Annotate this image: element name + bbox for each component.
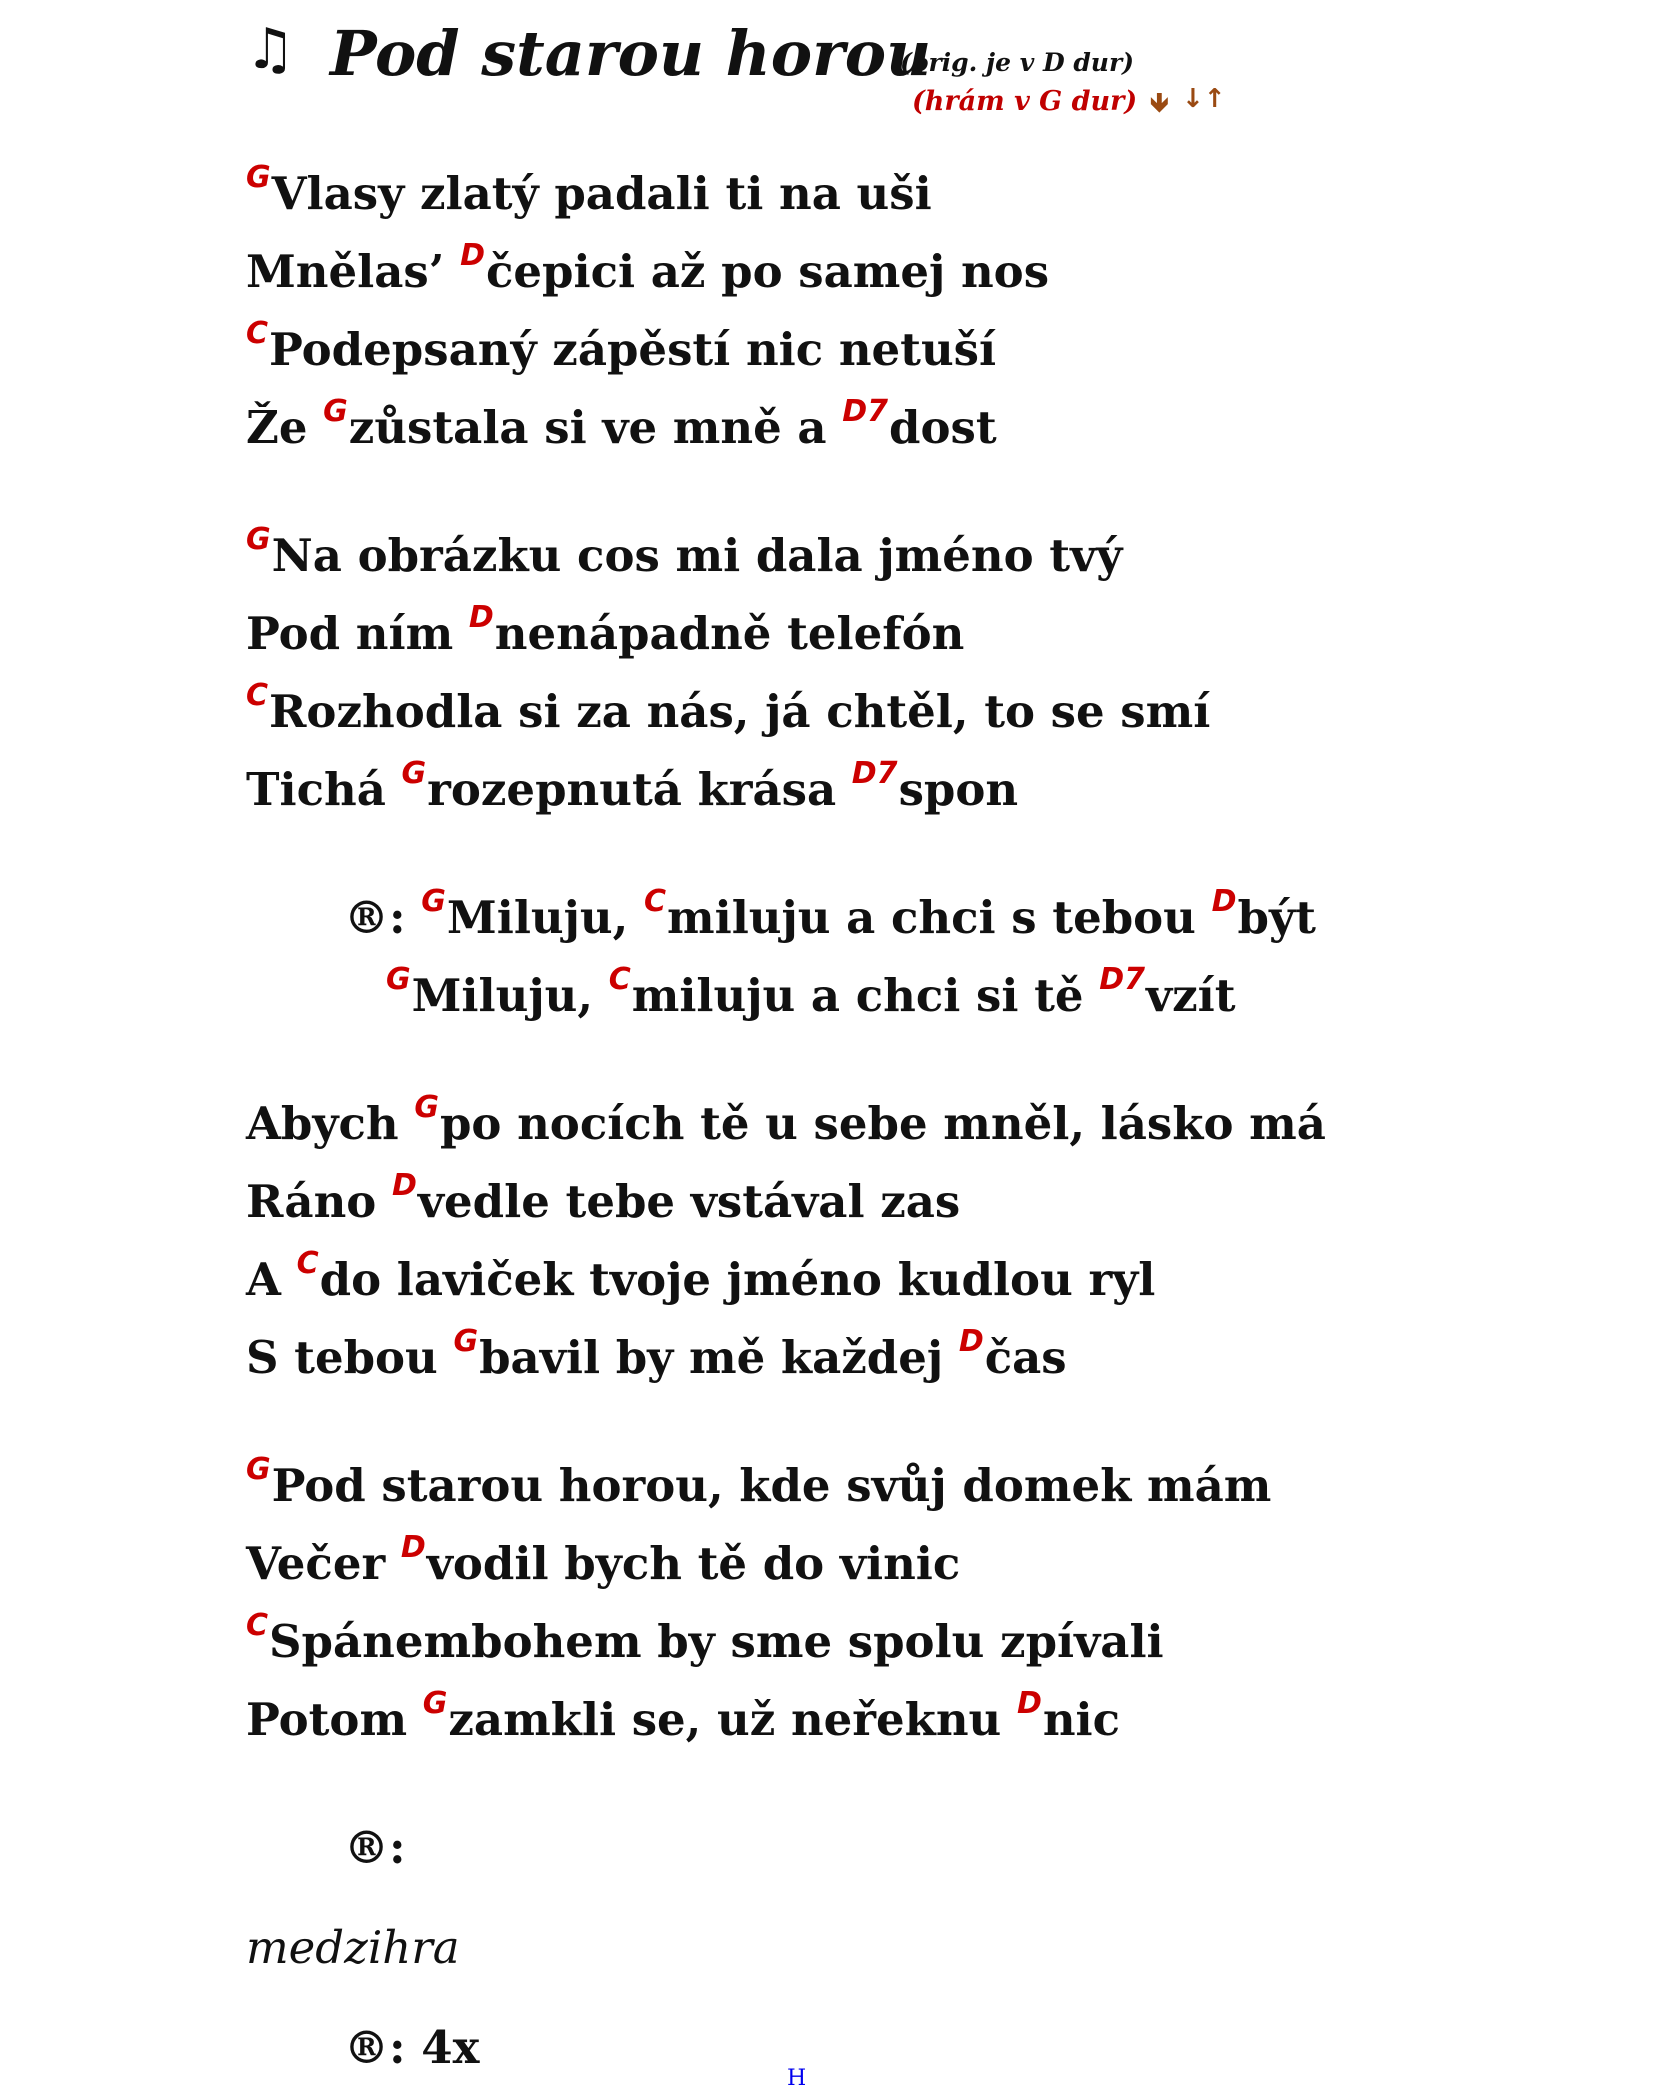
transpose-toggle-icon[interactable]: ↓↑ bbox=[1182, 84, 1226, 114]
lyric-text: Potom bbox=[246, 1693, 423, 1746]
lyric-text: zůstala si ve mně a bbox=[348, 401, 843, 454]
lyric-text: Večer bbox=[246, 1537, 401, 1590]
lyric-text: S tebou bbox=[246, 1331, 454, 1384]
lyric-text: A bbox=[246, 1253, 297, 1306]
final-refrain: ®: 4x bbox=[344, 2021, 480, 2074]
song-title: Pod starou horou bbox=[330, 17, 932, 90]
lyric-text: vodil bych tě do vinic bbox=[426, 1537, 961, 1590]
lyric-text: Pod starou horou, kde svůj domek mám bbox=[271, 1459, 1272, 1512]
lyrics-body bbox=[246, 155, 1496, 2087]
chord-symbol: G bbox=[453, 1324, 479, 1359]
lyric-text: do laviček tvoje jméno kudlou ryl bbox=[319, 1253, 1156, 1306]
played-key: (hrám v G dur) bbox=[912, 86, 1138, 117]
lyric-line bbox=[246, 389, 1496, 467]
chord-symbol: G bbox=[323, 394, 348, 429]
lyric-text: ®: bbox=[344, 1821, 406, 1874]
chord-symbol: D bbox=[958, 1324, 984, 1359]
page-link[interactable]: H bbox=[787, 2066, 807, 2091]
lyric-text: spon bbox=[898, 763, 1019, 816]
chord-symbol: C bbox=[643, 884, 666, 919]
chord-symbol: G bbox=[246, 522, 271, 557]
lyric-line bbox=[246, 595, 1496, 673]
chord-symbol: D bbox=[468, 600, 494, 635]
lyric-line bbox=[246, 1319, 1496, 1397]
lyric-text: Rozhodla si za nás, já chtěl, to se smí bbox=[269, 685, 1211, 738]
lyric-text: Abych bbox=[246, 1097, 415, 1150]
lyric-text: Pod ním bbox=[246, 607, 469, 660]
lyric-line bbox=[246, 1163, 1496, 1241]
lyric-text: Na obrázku cos mi dala jméno tvý bbox=[271, 529, 1123, 582]
chord-symbol: D bbox=[1016, 1686, 1042, 1721]
lyric-text: Mnělas’ bbox=[246, 245, 461, 298]
music-note-icon: ♫ bbox=[245, 17, 296, 82]
lyric-text: miluju a chci s tebou bbox=[667, 891, 1212, 944]
lyric-text: čas bbox=[984, 1331, 1067, 1384]
lyric-text: čepici až po samej nos bbox=[486, 245, 1050, 298]
chord-symbol: G bbox=[422, 1686, 448, 1721]
lyric-text: Vlasy zlatý padali ti na uši bbox=[271, 167, 932, 220]
lyric-line bbox=[246, 1447, 1496, 1525]
lyric-line bbox=[246, 751, 1496, 829]
chord-symbol: D bbox=[460, 238, 485, 273]
lyric-line bbox=[246, 1085, 1496, 1163]
chord-symbol: D7 bbox=[1099, 962, 1145, 997]
lyric-text: po nocích tě u sebe mněl, lásko má bbox=[439, 1097, 1326, 1150]
lyric-line bbox=[246, 1603, 1496, 1681]
chord-symbol: C bbox=[296, 1246, 319, 1281]
lyric-text: Miluju, bbox=[446, 891, 644, 944]
chord-symbol: C bbox=[246, 678, 269, 713]
lyric-line bbox=[246, 233, 1496, 311]
lyric-line bbox=[246, 1241, 1496, 1319]
chord-symbol: G bbox=[386, 962, 411, 997]
lyric-text: Tichá bbox=[246, 763, 402, 816]
chord-symbol: D7 bbox=[842, 394, 889, 429]
lyric-line bbox=[246, 1525, 1496, 1603]
lyric-text: Ráno bbox=[246, 1175, 392, 1228]
lyric-text: dost bbox=[889, 401, 997, 454]
chord-symbol: D bbox=[1211, 884, 1237, 919]
chord-symbol: D bbox=[392, 1168, 417, 1203]
chord-symbol: G bbox=[414, 1090, 439, 1125]
lyric-line bbox=[246, 311, 1496, 389]
lyric-line bbox=[246, 155, 1496, 233]
lyric-text: Podepsaný zápěstí nic netuší bbox=[269, 323, 997, 376]
interlude-label: medzihra bbox=[246, 1921, 460, 1974]
lyric-text: miluju a chci si tě bbox=[631, 969, 1100, 1022]
lyric-line bbox=[246, 1681, 1496, 1759]
lyric-text: vzít bbox=[1145, 969, 1236, 1022]
lyric-line bbox=[246, 673, 1496, 751]
lyric-text: ®: bbox=[344, 891, 422, 944]
lyric-text: nic bbox=[1042, 1693, 1121, 1746]
lyric-text: rozepnutá krása bbox=[427, 763, 852, 816]
chord-symbol: C bbox=[246, 1608, 269, 1643]
lyric-text: Miluju, bbox=[411, 969, 609, 1022]
chord-symbol: D bbox=[400, 1530, 426, 1565]
song-header bbox=[245, 18, 1345, 128]
lyric-text: Že bbox=[246, 401, 324, 454]
chord-symbol: G bbox=[421, 884, 446, 919]
lyric-text: nenápadně telefón bbox=[494, 607, 965, 660]
chord-symbol: G bbox=[401, 756, 427, 791]
lyric-text: Spánembohem by sme spolu zpívali bbox=[269, 1615, 1164, 1668]
lyric-text: být bbox=[1237, 891, 1316, 944]
lyric-line bbox=[246, 879, 1496, 957]
chord-symbol: C bbox=[246, 316, 269, 351]
chord-symbol: G bbox=[246, 160, 271, 195]
chord-symbol: D7 bbox=[851, 756, 898, 791]
lyric-line bbox=[246, 517, 1496, 595]
chord-symbol: C bbox=[608, 962, 631, 997]
lyric-line bbox=[246, 957, 1496, 1035]
lyric-text: bavil by mě každej bbox=[479, 1331, 959, 1384]
chord-symbol: G bbox=[246, 1452, 271, 1487]
lyric-text: zamkli se, už neřeknu bbox=[448, 1693, 1017, 1746]
original-key: (orig. je v D dur) bbox=[900, 48, 1134, 77]
lyric-text: vedle tebe vstával zas bbox=[417, 1175, 961, 1228]
lyric-line bbox=[246, 1809, 1496, 1887]
transpose-down-icon[interactable]: 🡻 bbox=[1150, 88, 1169, 118]
